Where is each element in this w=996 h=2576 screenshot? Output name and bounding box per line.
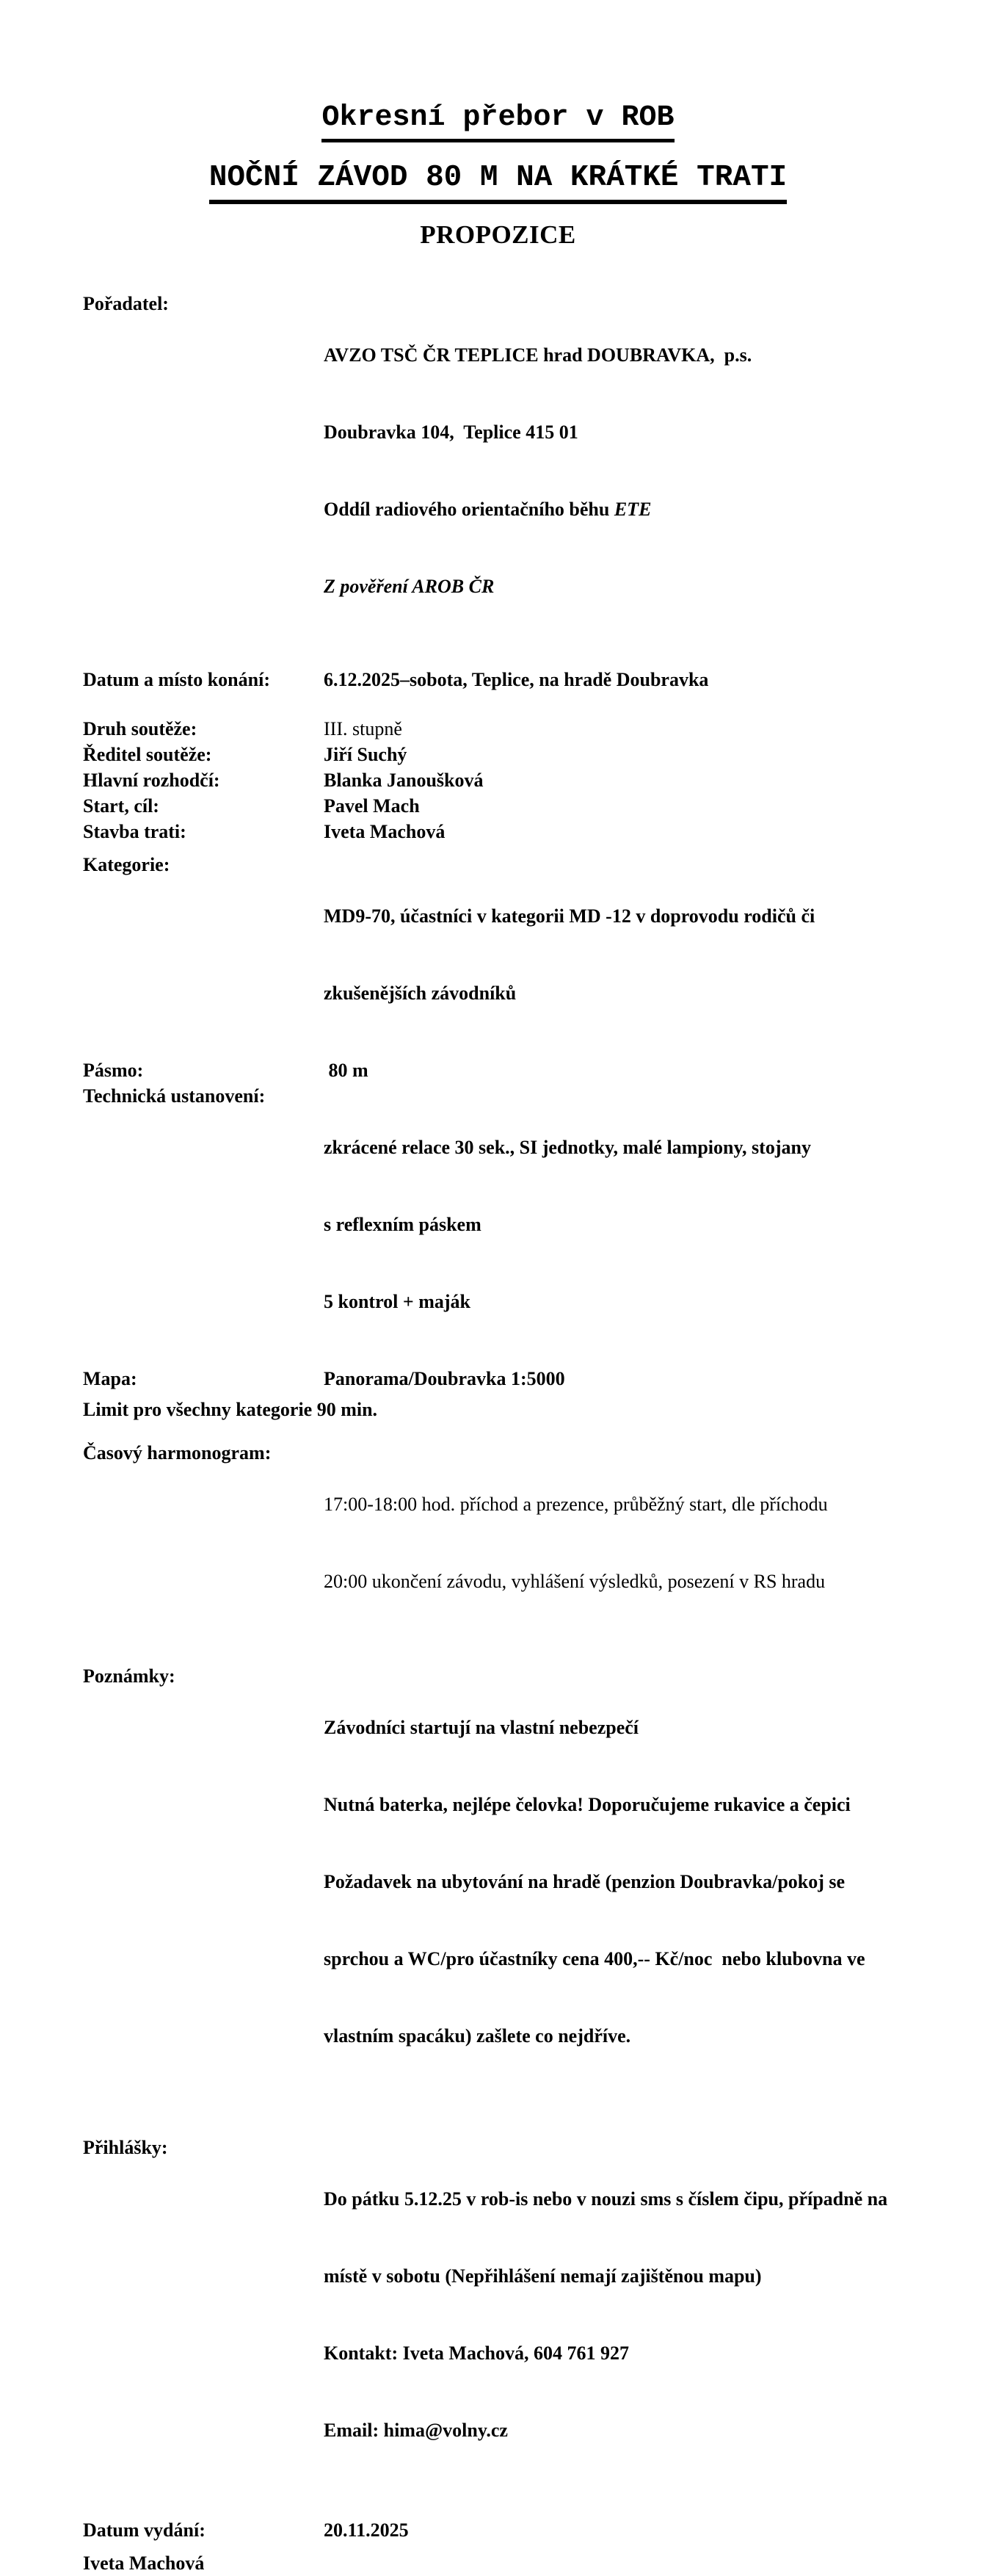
technical-line-1: zkrácené relace 30 sek., SI jednotky, malé lampiony, stojany	[324, 1137, 811, 1158]
field-value-map: Panorama/Doubravka 1:5000	[324, 1368, 565, 1389]
field-label-course-setter: Stavba trati:	[83, 821, 186, 842]
notes-line-3: Požadavek na ubytování na hradě (penzion Doubravka/pokoj se	[324, 1871, 846, 1892]
entries-line-4: Email: hima@volny.cz	[324, 2420, 508, 2441]
organizer-line-4: Z pověření AROB ČR	[324, 576, 495, 597]
technical-line-3: 5 kontrol + maják	[324, 1291, 470, 1312]
field-row-schedule	[83, 1440, 942, 1646]
entries-line-2: místě v sobotu (Nepřihlášení nemají zajištěnou mapu)	[324, 2265, 762, 2287]
field-label-map: Mapa:	[83, 1368, 137, 1389]
field-row-issue-date	[83, 2517, 942, 2543]
field-label-chief-referee: Hlavní rozhodčí:	[83, 770, 220, 791]
field-value-chief-referee: Blanka Janoušková	[324, 770, 484, 791]
document-body	[83, 291, 942, 2576]
field-label-entries: Přihlášky:	[83, 2137, 168, 2158]
field-row-chief-referee	[83, 767, 942, 793]
field-row-map	[83, 1366, 942, 1392]
field-value-band: 80 m	[324, 1060, 368, 1081]
field-label-issue-date: Datum vydání:	[83, 2519, 206, 2541]
technical-line-2: s reflexním páskem	[324, 1214, 481, 1235]
field-label-competition-type: Druh soutěže:	[83, 718, 197, 739]
field-value-director: Jiří Suchý	[324, 744, 407, 765]
field-row-start-finish	[83, 793, 942, 819]
field-value-issue-date: 20.11.2025	[324, 2519, 409, 2541]
field-label-band: Pásmo:	[83, 1060, 144, 1081]
field-row-band	[83, 1057, 942, 1083]
field-value-notes	[324, 1663, 942, 2100]
signature-name: Iveta Machová	[83, 2553, 205, 2574]
field-label-start-finish: Start, cíl:	[83, 795, 159, 817]
field-row-date-place	[83, 667, 942, 692]
limit-note-row	[83, 1397, 942, 1422]
organizer-club-code: ETE	[614, 499, 652, 520]
field-label-date-place: Datum a místo konání:	[83, 669, 270, 690]
limit-note: Limit pro všechny kategorie 90 min.	[83, 1399, 378, 1420]
field-row-categories	[83, 852, 942, 1057]
field-row-competition-type	[83, 716, 942, 742]
categories-line-2: zkušenějších závodníků	[324, 983, 517, 1004]
field-value-organizer	[324, 291, 942, 651]
document-subtitle: NOČNÍ ZÁVOD 80 M NA KRÁTKÉ TRATI	[209, 160, 787, 204]
field-value-date-place: 6.12.2025–sobota, Teplice, na hradě Doubravka	[324, 669, 709, 690]
document-title: Okresní přebor v ROB	[321, 101, 674, 142]
signature-row	[83, 2550, 942, 2576]
notes-line-2: Nutná baterka, nejlépe čelovka! Doporučujeme rukavice a čepici	[324, 1794, 851, 1815]
field-label-schedule: Časový harmonogram:	[83, 1442, 272, 1464]
organizer-line-3-text: Oddíl radiového orientačního běhu	[324, 499, 614, 520]
field-value-start-finish: Pavel Mach	[324, 795, 420, 817]
field-label-technical: Technická ustanovení:	[83, 1085, 266, 1107]
title-row-2	[0, 160, 996, 204]
schedule-line-1: 17:00-18:00 hod. příchod a prezence, průběžný start, dle příchodu	[324, 1494, 828, 1515]
notes-line-4: sprchou a WC/pro účastníky cena 400,-- Kč/noc nebo klubovna ve	[324, 1948, 865, 1969]
field-value-technical	[324, 1083, 942, 1366]
field-value-entries	[324, 2135, 942, 2494]
notes-line-1: Závodníci startují na vlastní nebezpečí	[324, 1717, 639, 1738]
categories-line-1: MD9-70, účastníci v kategorii MD -12 v doprovodu rodičů či	[324, 905, 815, 927]
field-value-schedule	[324, 1440, 942, 1646]
field-value-categories	[324, 852, 942, 1057]
field-value-competition-type: III. stupně	[324, 718, 402, 739]
field-row-director	[83, 742, 942, 767]
field-label-notes: Poznámky:	[83, 1665, 175, 1687]
organizer-line-1: AVZO TSČ ČR TEPLICE hrad DOUBRAVKA, p.s.	[324, 344, 752, 366]
field-label-director: Ředitel soutěže:	[83, 744, 212, 765]
entries-line-3: Kontakt: Iveta Machová, 604 761 927	[324, 2342, 629, 2364]
field-row-technical	[83, 1083, 942, 1366]
entries-line-1: Do pátku 5.12.25 v rob-is nebo v nouzi sms s číslem čipu, případně na	[324, 2188, 888, 2210]
field-label-categories: Kategorie:	[83, 854, 170, 875]
field-row-organizer	[83, 291, 942, 651]
field-row-entries	[83, 2135, 942, 2494]
propozice-heading: PROPOZICE	[420, 220, 576, 249]
organizer-line-3	[324, 496, 942, 522]
schedule-line-2: 20:00 ukončení závodu, vyhlášení výsledků, posezení v RS hradu	[324, 1571, 826, 1592]
field-value-course-setter: Iveta Machová	[324, 821, 446, 842]
field-label-organizer: Pořadatel:	[83, 293, 169, 314]
notes-line-5: vlastním spacáku) zašlete co nejdříve.	[324, 2025, 631, 2047]
title-row-1	[0, 101, 996, 142]
field-row-notes	[83, 1663, 942, 2100]
organizer-line-2: Doubravka 104, Teplice 415 01	[324, 422, 578, 443]
field-row-course-setter	[83, 819, 942, 844]
